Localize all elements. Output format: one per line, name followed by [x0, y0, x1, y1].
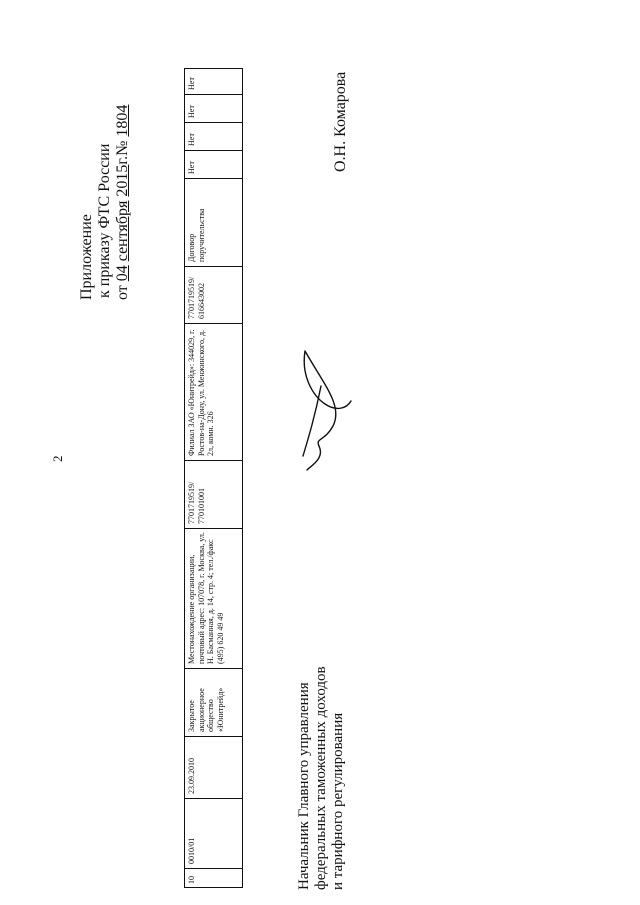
appendix-header: [78, 105, 132, 300]
appendix-title: Приложение: [78, 214, 95, 300]
handwritten-signature: [295, 346, 355, 476]
table-cell-number: 10: [184, 868, 242, 888]
order-month: сентября: [114, 200, 131, 262]
table-cell-branch: Филиал ЗАО «Юнитрейд»: 344029, г. Ростов-на-Дону, ул. Менжинского, д. 2л, комн. 326: [184, 323, 242, 460]
table-cell-date: 23.09.2010: [184, 736, 242, 798]
table-cell-address: Местонахождение организации, почтовый адрес: 107078, г. Москва, ул. Н. Басманная, д. 14, стр. 4; тел./факс (495) 620 49 49: [184, 528, 242, 668]
table-cell-flag-3: Нет: [184, 94, 242, 122]
order-day: 04: [114, 265, 131, 282]
signatory-name: О.Н. Комарова: [332, 71, 349, 172]
table-cell-flag-4: Нет: [187, 77, 196, 90]
page-number: 2: [50, 455, 65, 462]
table-cell-organization: Закрытое акционерное общество «Юнитрейд»: [184, 668, 242, 736]
order-from: от: [114, 285, 131, 300]
order-year-suffix: г.: [114, 155, 131, 165]
registry-table: [184, 68, 243, 888]
table-cell-inn-kpp: 7701719519/ 770101001: [184, 460, 242, 528]
signatory-position: [296, 666, 347, 890]
order-year: 2015: [114, 164, 131, 197]
order-reference: [96, 105, 114, 300]
order-date-line: [114, 105, 132, 300]
table-cell-registry-id: 0010/01: [184, 798, 242, 868]
signatory-line-3: и тарифного регулирования: [330, 712, 346, 890]
order-number-sign: №: [114, 140, 131, 156]
table-cell-flag-2: Нет: [184, 122, 242, 150]
order-number: 1804: [114, 104, 131, 137]
order-reference-text: к приказу ФТС России: [96, 143, 113, 298]
table-cell-flag-1: Нет: [184, 150, 242, 178]
signatory-line-2: федеральных таможенных доходов: [313, 666, 329, 890]
table-cell-security: Договор поручительства: [184, 178, 242, 266]
table-cell-branch-inn-kpp: 7701719519/ 616643002: [184, 266, 242, 323]
signatory-line-1: Начальник Главного управления: [296, 682, 312, 890]
